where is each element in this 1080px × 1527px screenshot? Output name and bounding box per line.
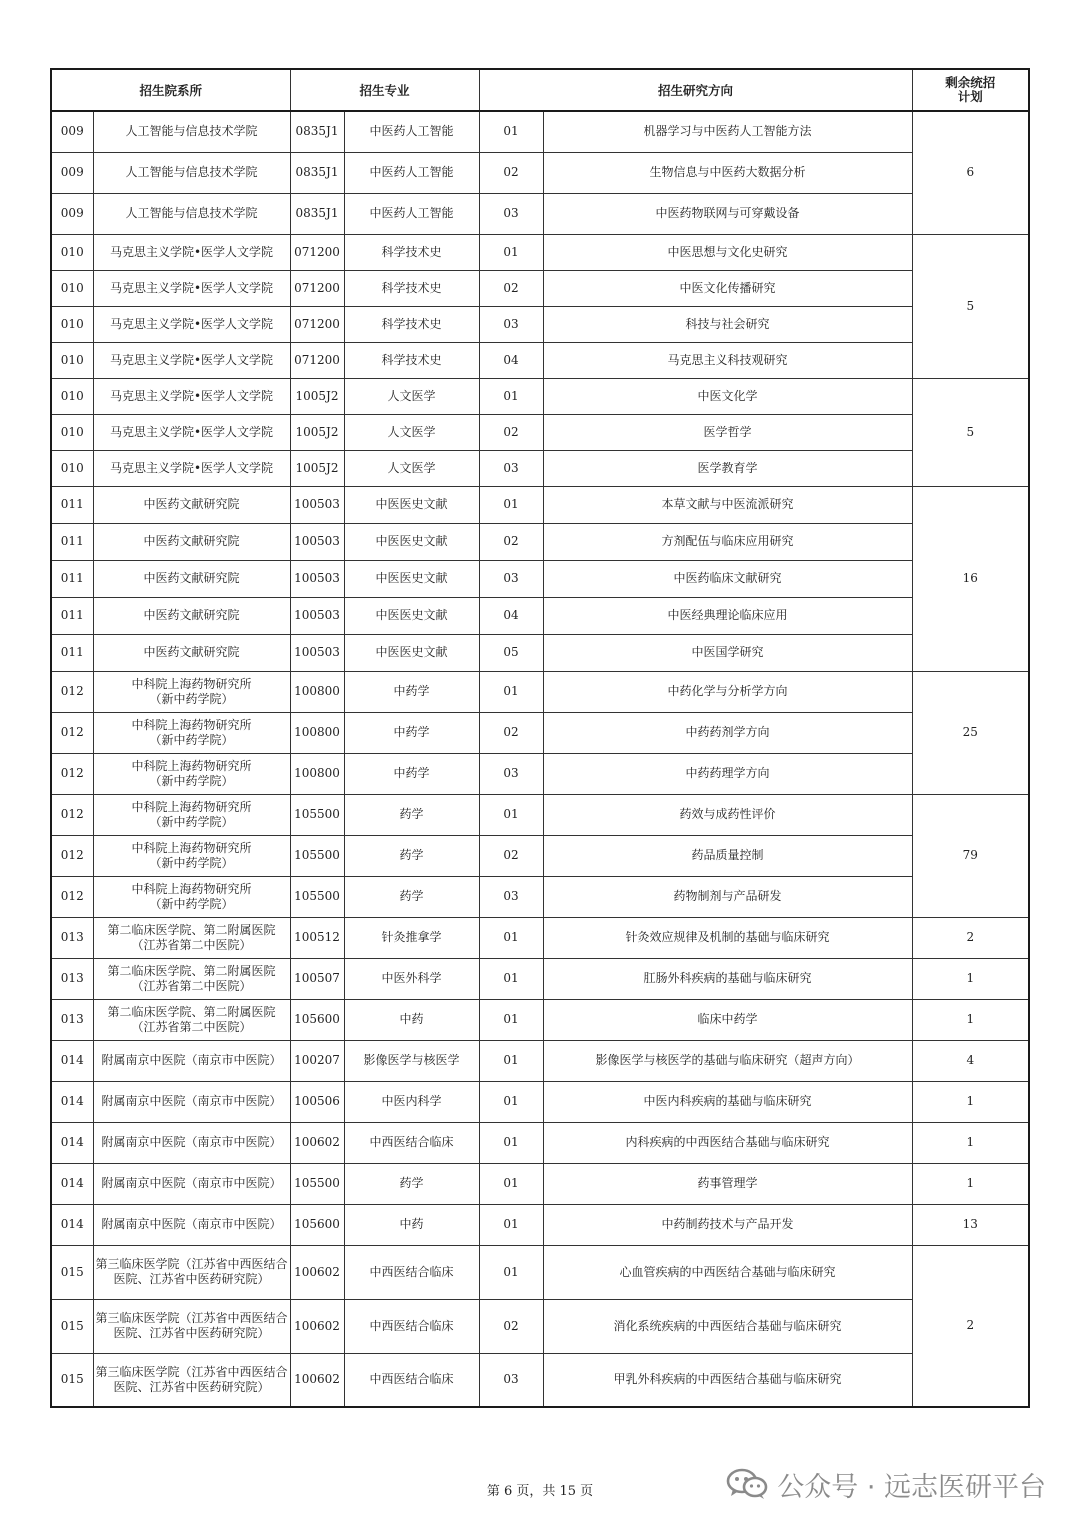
- dept-code: 015: [51, 1353, 93, 1407]
- table-row: [51, 917, 1029, 958]
- dept-code: 011: [51, 486, 93, 523]
- table-row: [51, 794, 1029, 835]
- major-code: 100800: [290, 753, 344, 794]
- table-header-row: [51, 69, 1029, 111]
- dept-code: 013: [51, 917, 93, 958]
- table-row: [51, 597, 1029, 634]
- major-code: 1005J2: [290, 450, 344, 486]
- dept-code: 012: [51, 753, 93, 794]
- dept-code: 014: [51, 1040, 93, 1081]
- direction-code: 03: [479, 753, 543, 794]
- major-code: 100506: [290, 1081, 344, 1122]
- direction-code: 02: [479, 414, 543, 450]
- major-name: 中药学: [344, 753, 479, 794]
- dept-name: 中科院上海药物研究所 （新中药学院）: [93, 835, 290, 876]
- direction-name: 中医文化传播研究: [543, 270, 912, 306]
- table-row: [51, 560, 1029, 597]
- dept-code: 012: [51, 794, 93, 835]
- direction-code: 01: [479, 999, 543, 1040]
- table-row: [51, 523, 1029, 560]
- major-code: 100503: [290, 634, 344, 671]
- table-row: [51, 712, 1029, 753]
- direction-name: 中医文化学: [543, 378, 912, 414]
- dept-code: 012: [51, 835, 93, 876]
- direction-code: 02: [479, 152, 543, 193]
- major-code: 100503: [290, 560, 344, 597]
- plan-count: 5: [912, 234, 1029, 378]
- direction-code: 01: [479, 1204, 543, 1245]
- major-name: 中医药人工智能: [344, 152, 479, 193]
- table-row: [51, 876, 1029, 917]
- table-row: [51, 1040, 1029, 1081]
- dept-code: 010: [51, 234, 93, 270]
- major-name: 科学技术史: [344, 342, 479, 378]
- header-plan-line1: 剩余统招: [945, 75, 996, 90]
- major-name: 科学技术史: [344, 270, 479, 306]
- plan-count: 1: [912, 1081, 1029, 1122]
- dept-name: 中科院上海药物研究所 （新中药学院）: [93, 753, 290, 794]
- header-dept: 招生院系所: [51, 69, 290, 111]
- major-code: 105600: [290, 1204, 344, 1245]
- dept-code: 014: [51, 1163, 93, 1204]
- major-code: 0835J1: [290, 111, 344, 152]
- direction-code: 01: [479, 1163, 543, 1204]
- dept-name: 人工智能与信息技术学院: [93, 152, 290, 193]
- table-row: [51, 111, 1029, 152]
- direction-code: 03: [479, 876, 543, 917]
- table-row: [51, 414, 1029, 450]
- major-code: 100503: [290, 486, 344, 523]
- dept-code: 012: [51, 876, 93, 917]
- wechat-icon: [725, 1468, 769, 1500]
- direction-code: 04: [479, 597, 543, 634]
- major-name: 中医药人工智能: [344, 193, 479, 234]
- plan-count: 1: [912, 1122, 1029, 1163]
- dept-code: 012: [51, 712, 93, 753]
- header-plan-line2: 计划: [957, 89, 983, 104]
- major-name: 中西医结合临床: [344, 1353, 479, 1407]
- major-name: 药学: [344, 794, 479, 835]
- plan-count: 16: [912, 486, 1029, 671]
- dept-name: 中医药文献研究院: [93, 597, 290, 634]
- dept-code: 010: [51, 450, 93, 486]
- major-code: 0835J1: [290, 152, 344, 193]
- dept-name: 第三临床医学院（江苏省中西医结合医院、江苏省中医药研究院）: [93, 1353, 290, 1407]
- table-row: [51, 486, 1029, 523]
- major-code: 100602: [290, 1353, 344, 1407]
- direction-name: 影像医学与核医学的基础与临床研究（超声方向）: [543, 1040, 912, 1081]
- dept-code: 014: [51, 1081, 93, 1122]
- major-name: 药学: [344, 876, 479, 917]
- direction-name: 甲乳外科疾病的中西医结合基础与临床研究: [543, 1353, 912, 1407]
- plan-count: 6: [912, 111, 1029, 234]
- direction-name: 生物信息与中医药大数据分析: [543, 152, 912, 193]
- direction-code: 01: [479, 1081, 543, 1122]
- dept-code: 010: [51, 342, 93, 378]
- table-row: [51, 1122, 1029, 1163]
- major-name: 中医内科学: [344, 1081, 479, 1122]
- table-row: [51, 671, 1029, 712]
- table-row: [51, 450, 1029, 486]
- direction-code: 01: [479, 1245, 543, 1299]
- major-name: 中药: [344, 1204, 479, 1245]
- direction-code: 05: [479, 634, 543, 671]
- direction-code: 01: [479, 378, 543, 414]
- plan-count: 4: [912, 1040, 1029, 1081]
- direction-name: 中药药理学方向: [543, 753, 912, 794]
- major-code: 071200: [290, 234, 344, 270]
- direction-name: 本草文献与中医流派研究: [543, 486, 912, 523]
- major-name: 中医医史文献: [344, 486, 479, 523]
- dept-name: 中医药文献研究院: [93, 523, 290, 560]
- dept-name: 中科院上海药物研究所 （新中药学院）: [93, 671, 290, 712]
- direction-code: 01: [479, 671, 543, 712]
- dept-name: 附属南京中医院（南京市中医院）: [93, 1122, 290, 1163]
- direction-code: 01: [479, 234, 543, 270]
- direction-name: 机器学习与中医药人工智能方法: [543, 111, 912, 152]
- major-name: 科学技术史: [344, 306, 479, 342]
- major-code: 1005J2: [290, 414, 344, 450]
- dept-name: 人工智能与信息技术学院: [93, 111, 290, 152]
- direction-name: 内科疾病的中西医结合基础与临床研究: [543, 1122, 912, 1163]
- major-code: 105600: [290, 999, 344, 1040]
- major-code: 105500: [290, 876, 344, 917]
- plan-count: 1: [912, 999, 1029, 1040]
- major-code: 100207: [290, 1040, 344, 1081]
- direction-name: 科技与社会研究: [543, 306, 912, 342]
- major-name: 针灸推拿学: [344, 917, 479, 958]
- dept-name: 马克思主义学院•医学人文学院: [93, 270, 290, 306]
- major-name: 中医医史文献: [344, 634, 479, 671]
- direction-code: 03: [479, 306, 543, 342]
- major-code: 100503: [290, 597, 344, 634]
- table-row: [51, 958, 1029, 999]
- direction-name: 药事管理学: [543, 1163, 912, 1204]
- major-code: 100507: [290, 958, 344, 999]
- enrollment-table: [50, 68, 1030, 1408]
- direction-name: 中药药剂学方向: [543, 712, 912, 753]
- direction-code: 03: [479, 193, 543, 234]
- dept-name: 附属南京中医院（南京市中医院）: [93, 1081, 290, 1122]
- dept-name: 中医药文献研究院: [93, 560, 290, 597]
- dept-code: 011: [51, 634, 93, 671]
- direction-name: 消化系统疾病的中西医结合基础与临床研究: [543, 1299, 912, 1353]
- direction-code: 02: [479, 523, 543, 560]
- dept-name: 人工智能与信息技术学院: [93, 193, 290, 234]
- major-code: 1005J2: [290, 378, 344, 414]
- table-row: [51, 1299, 1029, 1353]
- major-name: 中医外科学: [344, 958, 479, 999]
- table-row: [51, 835, 1029, 876]
- major-code: 100602: [290, 1122, 344, 1163]
- dept-code: 011: [51, 560, 93, 597]
- major-code: 105500: [290, 794, 344, 835]
- dept-code: 015: [51, 1245, 93, 1299]
- table-row: [51, 999, 1029, 1040]
- dept-code: 013: [51, 999, 93, 1040]
- dept-name: 中医药文献研究院: [93, 634, 290, 671]
- major-code: 071200: [290, 270, 344, 306]
- direction-name: 针灸效应规律及机制的基础与临床研究: [543, 917, 912, 958]
- plan-count: 2: [912, 917, 1029, 958]
- major-name: 中西医结合临床: [344, 1122, 479, 1163]
- plan-count: 1: [912, 958, 1029, 999]
- direction-name: 中药化学与分析学方向: [543, 671, 912, 712]
- plan-count: 2: [912, 1245, 1029, 1407]
- table-row: [51, 1245, 1029, 1299]
- major-name: 中医医史文献: [344, 560, 479, 597]
- plan-count: 5: [912, 378, 1029, 486]
- table-row: [51, 1081, 1029, 1122]
- table-row: [51, 1163, 1029, 1204]
- table-row: [51, 152, 1029, 193]
- dept-code: 011: [51, 523, 93, 560]
- direction-name: 医学哲学: [543, 414, 912, 450]
- watermark: [725, 1464, 1046, 1504]
- direction-name: 中医经典理论临床应用: [543, 597, 912, 634]
- header-major: 招生专业: [290, 69, 479, 111]
- direction-code: 03: [479, 450, 543, 486]
- direction-code: 01: [479, 958, 543, 999]
- dept-code: 014: [51, 1122, 93, 1163]
- major-code: 071200: [290, 306, 344, 342]
- major-code: 105500: [290, 1163, 344, 1204]
- major-code: 100503: [290, 523, 344, 560]
- dept-name: 第三临床医学院（江苏省中西医结合医院、江苏省中医药研究院）: [93, 1299, 290, 1353]
- dept-code: 009: [51, 193, 93, 234]
- major-name: 药学: [344, 1163, 479, 1204]
- table-row: [51, 270, 1029, 306]
- direction-code: 02: [479, 712, 543, 753]
- table-row: [51, 753, 1029, 794]
- direction-name: 中医国学研究: [543, 634, 912, 671]
- major-name: 中药学: [344, 712, 479, 753]
- major-name: 人文医学: [344, 450, 479, 486]
- direction-name: 中医内科疾病的基础与临床研究: [543, 1081, 912, 1122]
- direction-code: 01: [479, 486, 543, 523]
- dept-name: 附属南京中医院（南京市中医院）: [93, 1040, 290, 1081]
- dept-name: 马克思主义学院•医学人文学院: [93, 306, 290, 342]
- direction-code: 01: [479, 1122, 543, 1163]
- direction-code: 04: [479, 342, 543, 378]
- major-name: 影像医学与核医学: [344, 1040, 479, 1081]
- dept-name: 中科院上海药物研究所 （新中药学院）: [93, 712, 290, 753]
- major-name: 人文医学: [344, 414, 479, 450]
- dept-name: 中科院上海药物研究所 （新中药学院）: [93, 876, 290, 917]
- dept-name: 第二临床医学院、第二附属医院 （江苏省第二中医院）: [93, 999, 290, 1040]
- dept-name: 附属南京中医院（南京市中医院）: [93, 1204, 290, 1245]
- header-direction: 招生研究方向: [479, 69, 912, 111]
- dept-code: 009: [51, 152, 93, 193]
- dept-name: 马克思主义学院•医学人文学院: [93, 234, 290, 270]
- dept-code: 013: [51, 958, 93, 999]
- direction-code: 01: [479, 1040, 543, 1081]
- major-name: 中药学: [344, 671, 479, 712]
- direction-name: 方剂配伍与临床应用研究: [543, 523, 912, 560]
- direction-name: 马克思主义科技观研究: [543, 342, 912, 378]
- watermark-text: 公众号 · 远志医研平台: [777, 1471, 1046, 1503]
- dept-name: 第二临床医学院、第二附属医院 （江苏省第二中医院）: [93, 917, 290, 958]
- dept-name: 马克思主义学院•医学人文学院: [93, 378, 290, 414]
- dept-code: 010: [51, 378, 93, 414]
- major-code: 071200: [290, 342, 344, 378]
- major-name: 中药: [344, 999, 479, 1040]
- table-row: [51, 193, 1029, 234]
- major-name: 人文医学: [344, 378, 479, 414]
- major-name: 中西医结合临床: [344, 1245, 479, 1299]
- dept-code: 012: [51, 671, 93, 712]
- dept-name: 第三临床医学院（江苏省中西医结合医院、江苏省中医药研究院）: [93, 1245, 290, 1299]
- dept-code: 015: [51, 1299, 93, 1353]
- direction-name: 中药制药技术与产品开发: [543, 1204, 912, 1245]
- table-row: [51, 1353, 1029, 1407]
- dept-name: 中医药文献研究院: [93, 486, 290, 523]
- plan-count: 79: [912, 794, 1029, 917]
- direction-code: 02: [479, 270, 543, 306]
- dept-name: 马克思主义学院•医学人文学院: [93, 414, 290, 450]
- direction-name: 中医思想与文化史研究: [543, 234, 912, 270]
- dept-code: 010: [51, 414, 93, 450]
- page-number: 第 6 页，共 15 页: [486, 1484, 594, 1499]
- table-body: [51, 111, 1029, 1407]
- direction-name: 药效与成药性评价: [543, 794, 912, 835]
- direction-code: 03: [479, 1353, 543, 1407]
- direction-code: 02: [479, 835, 543, 876]
- dept-name: 马克思主义学院•医学人文学院: [93, 450, 290, 486]
- direction-name: 临床中药学: [543, 999, 912, 1040]
- direction-name: 药品质量控制: [543, 835, 912, 876]
- header-plan: [912, 69, 1029, 111]
- major-name: 中医医史文献: [344, 523, 479, 560]
- dept-code: 010: [51, 306, 93, 342]
- major-code: 105500: [290, 835, 344, 876]
- major-code: 100800: [290, 712, 344, 753]
- major-code: 100602: [290, 1299, 344, 1353]
- direction-code: 01: [479, 794, 543, 835]
- table-row: [51, 378, 1029, 414]
- direction-name: 心血管疾病的中西医结合基础与临床研究: [543, 1245, 912, 1299]
- dept-code: 009: [51, 111, 93, 152]
- table-row: [51, 634, 1029, 671]
- plan-count: 13: [912, 1204, 1029, 1245]
- direction-code: 02: [479, 1299, 543, 1353]
- table-row: [51, 1204, 1029, 1245]
- major-name: 中西医结合临床: [344, 1299, 479, 1353]
- direction-name: 药物制剂与产品研发: [543, 876, 912, 917]
- dept-code: 010: [51, 270, 93, 306]
- major-name: 药学: [344, 835, 479, 876]
- plan-count: 25: [912, 671, 1029, 794]
- plan-count: 1: [912, 1163, 1029, 1204]
- dept-code: 014: [51, 1204, 93, 1245]
- dept-name: 附属南京中医院（南京市中医院）: [93, 1163, 290, 1204]
- dept-name: 中科院上海药物研究所 （新中药学院）: [93, 794, 290, 835]
- direction-code: 01: [479, 111, 543, 152]
- table-row: [51, 342, 1029, 378]
- major-code: 100800: [290, 671, 344, 712]
- direction-name: 医学教育学: [543, 450, 912, 486]
- dept-name: 马克思主义学院•医学人文学院: [93, 342, 290, 378]
- major-code: 100602: [290, 1245, 344, 1299]
- major-name: 中医医史文献: [344, 597, 479, 634]
- dept-code: 011: [51, 597, 93, 634]
- direction-code: 03: [479, 560, 543, 597]
- major-name: 科学技术史: [344, 234, 479, 270]
- table-row: [51, 234, 1029, 270]
- table-row: [51, 306, 1029, 342]
- dept-name: 第二临床医学院、第二附属医院 （江苏省第二中医院）: [93, 958, 290, 999]
- major-name: 中医药人工智能: [344, 111, 479, 152]
- major-code: 100512: [290, 917, 344, 958]
- direction-code: 01: [479, 917, 543, 958]
- direction-name: 肛肠外科疾病的基础与临床研究: [543, 958, 912, 999]
- direction-name: 中医药物联网与可穿戴设备: [543, 193, 912, 234]
- major-code: 0835J1: [290, 193, 344, 234]
- direction-name: 中医药临床文献研究: [543, 560, 912, 597]
